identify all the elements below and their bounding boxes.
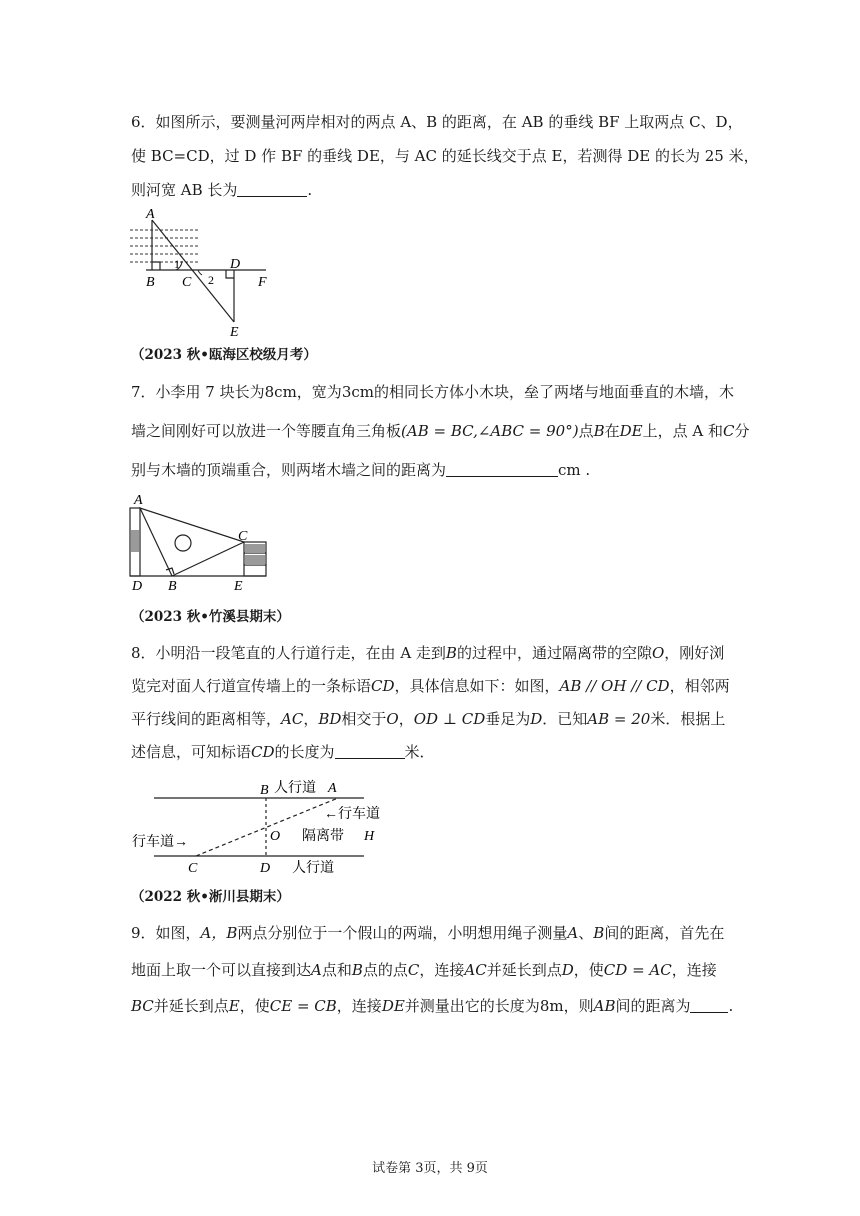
label-e: E	[230, 325, 239, 340]
text: 并延长到点	[153, 997, 229, 1015]
text: 别与木墙的顶端重合，则两堵木墙之间的距离为	[131, 461, 447, 479]
text: 的相同长方体小木块，垒了两堵与地面垂直的木墙，木	[373, 383, 734, 401]
text: 两点分别位于一个假山的两端，小明想用绳子测量	[237, 924, 568, 942]
var: A	[311, 961, 322, 979]
q6-figure	[126, 204, 276, 340]
text: 分	[734, 422, 750, 440]
text: 米．	[404, 743, 435, 761]
q6-source: （2023 秋•瓯海区校级月考）	[131, 347, 317, 363]
var: D	[561, 961, 574, 979]
text: ，连接	[336, 997, 382, 1015]
formula: AB // OH // CD	[559, 677, 670, 695]
label-b: B	[146, 275, 155, 290]
label-b: B	[260, 783, 269, 798]
formula: (AB = BC,∠ABC = 90°)	[401, 422, 579, 440]
lane-right-label: ←行车道	[324, 807, 380, 822]
text: ，使	[239, 997, 270, 1015]
text: 、	[578, 924, 594, 942]
text: 览完对面人行道宣传墙上的一条标语	[131, 677, 372, 695]
text: 并测量出它的长度为	[404, 997, 540, 1015]
answer-blank[interactable]	[690, 998, 728, 1013]
text: 点	[578, 422, 594, 440]
text: ．已知	[542, 710, 588, 728]
var: BC	[131, 997, 154, 1015]
label-h: H	[364, 829, 375, 844]
text: 在	[604, 422, 620, 440]
text: 7．小李用 7 块长为	[131, 383, 265, 401]
text: 8．小明沿一段笔直的人行道行走，在由 A 走到	[131, 644, 446, 662]
label-a: A	[134, 493, 143, 508]
var: B	[351, 961, 363, 979]
text: ，相邻两	[669, 677, 730, 695]
q7-figure	[126, 488, 276, 596]
var: DE	[381, 997, 405, 1015]
label-o: O	[270, 829, 281, 844]
var: C	[407, 961, 420, 979]
text: ，宽为	[296, 383, 342, 401]
answer-blank[interactable]	[237, 182, 307, 197]
text: ，	[303, 710, 319, 728]
var: CD	[371, 677, 395, 695]
answer-blank[interactable]	[335, 744, 405, 759]
text: cm .	[558, 461, 591, 479]
page-footer: 试卷第 3页，共 9页	[372, 1161, 488, 1176]
text: ，连接	[419, 961, 465, 979]
text: 3cm	[341, 383, 374, 401]
q6-line-3-end: .	[307, 181, 313, 199]
var: BD	[318, 710, 342, 728]
text: 8m	[539, 997, 564, 1015]
var: CD	[251, 743, 275, 761]
text: 垂足为	[485, 710, 531, 728]
label-f: F	[258, 275, 267, 290]
q6-line-3-text: 则河宽 AB 长为	[131, 181, 238, 199]
text: 的过程中，通过隔离带的空隙	[456, 644, 652, 662]
q7-line-3	[131, 460, 590, 480]
label-b: B	[168, 579, 177, 594]
var: B	[593, 422, 605, 440]
text: ，使	[573, 961, 604, 979]
var: O	[651, 644, 665, 662]
q8-line-4	[131, 742, 435, 762]
q8-line-2	[131, 676, 730, 696]
q9-line-1	[131, 923, 724, 943]
label-d: D	[132, 579, 143, 594]
q8-source: （2022 秋•淅川县期末）	[131, 889, 290, 905]
q9-line-3	[131, 996, 733, 1016]
text: 平行线间的距离相等，	[131, 710, 282, 728]
var: A	[567, 924, 579, 942]
text: 点的点	[362, 961, 408, 979]
text: 相交于	[341, 710, 387, 728]
q7-line-1	[131, 382, 734, 402]
var: AC	[281, 710, 304, 728]
var: B	[445, 644, 457, 662]
label-a: A	[328, 781, 337, 796]
label-c: C	[182, 275, 192, 290]
sidewalk-bottom-label: 人行道	[292, 861, 334, 876]
angle-1-label: 1	[174, 257, 180, 271]
angle-2-label: 2	[208, 273, 214, 287]
text: 米．根据上	[650, 710, 726, 728]
var: AB	[593, 997, 616, 1015]
text: 8cm	[264, 383, 297, 401]
var: E	[228, 997, 240, 1015]
text: ，连接	[671, 961, 717, 979]
text: ，刚好浏	[664, 644, 725, 662]
q8-figure	[128, 774, 404, 878]
var: AC	[464, 961, 487, 979]
var: O	[386, 710, 399, 728]
q8-line-3	[131, 709, 725, 729]
label-c: C	[238, 529, 248, 544]
text: 上，点 A 和	[642, 422, 723, 440]
var: B	[593, 924, 605, 942]
answer-blank[interactable]	[446, 462, 558, 477]
q6-line-2: 使 BC=CD，过 D 作 BF 的垂线 DE，与 AC 的延长线交于点 E，若测得 DE 的长为 25 米，	[131, 147, 759, 165]
label-a: A	[146, 207, 155, 222]
text: ，	[398, 710, 414, 728]
text: 的长度为	[274, 743, 335, 761]
text: .	[728, 997, 734, 1015]
text: ，具体信息如下：如图，	[394, 677, 560, 695]
q6-line-1: 6．如图所示，要测量河两岸相对的两点 A、B 的距离，在 AB 的垂线 BF 上取两点 C、D，	[131, 113, 743, 131]
formula: AB = 20	[587, 710, 651, 728]
text: 并延长到点	[486, 961, 562, 979]
lane-left-label: 行车道→	[132, 835, 188, 850]
var: C	[722, 422, 735, 440]
label-c: C	[188, 861, 198, 876]
formula: OD ⊥ CD	[413, 710, 486, 728]
var: A，B	[200, 924, 238, 942]
q7-source: （2023 秋•竹溪县期末）	[131, 609, 290, 625]
q9-line-2	[131, 960, 717, 980]
text: 地面上取一个可以直接到达	[131, 961, 312, 979]
q8-line-1	[131, 643, 724, 663]
var: D	[530, 710, 543, 728]
label-d: D	[260, 861, 271, 876]
text: 9．如图，	[131, 924, 201, 942]
median-label: 隔离带	[302, 829, 344, 844]
q7-line-2	[131, 421, 749, 441]
text: 墙之间刚好可以放进一个等腰直角三角板	[131, 422, 402, 440]
formula: CD = AC	[603, 961, 672, 979]
label-d: D	[230, 257, 241, 272]
text: ，则	[563, 997, 594, 1015]
q6-line-3	[131, 180, 312, 200]
formula: CE = CB	[269, 997, 337, 1015]
text: 间的距离为	[615, 997, 691, 1015]
text: 间的距离，首先在	[604, 924, 725, 942]
var: DE	[619, 422, 643, 440]
text: 点和	[321, 961, 352, 979]
sidewalk-top-label: 人行道	[274, 781, 316, 796]
label-e: E	[234, 579, 243, 594]
text: 述信息，可知标语	[131, 743, 252, 761]
